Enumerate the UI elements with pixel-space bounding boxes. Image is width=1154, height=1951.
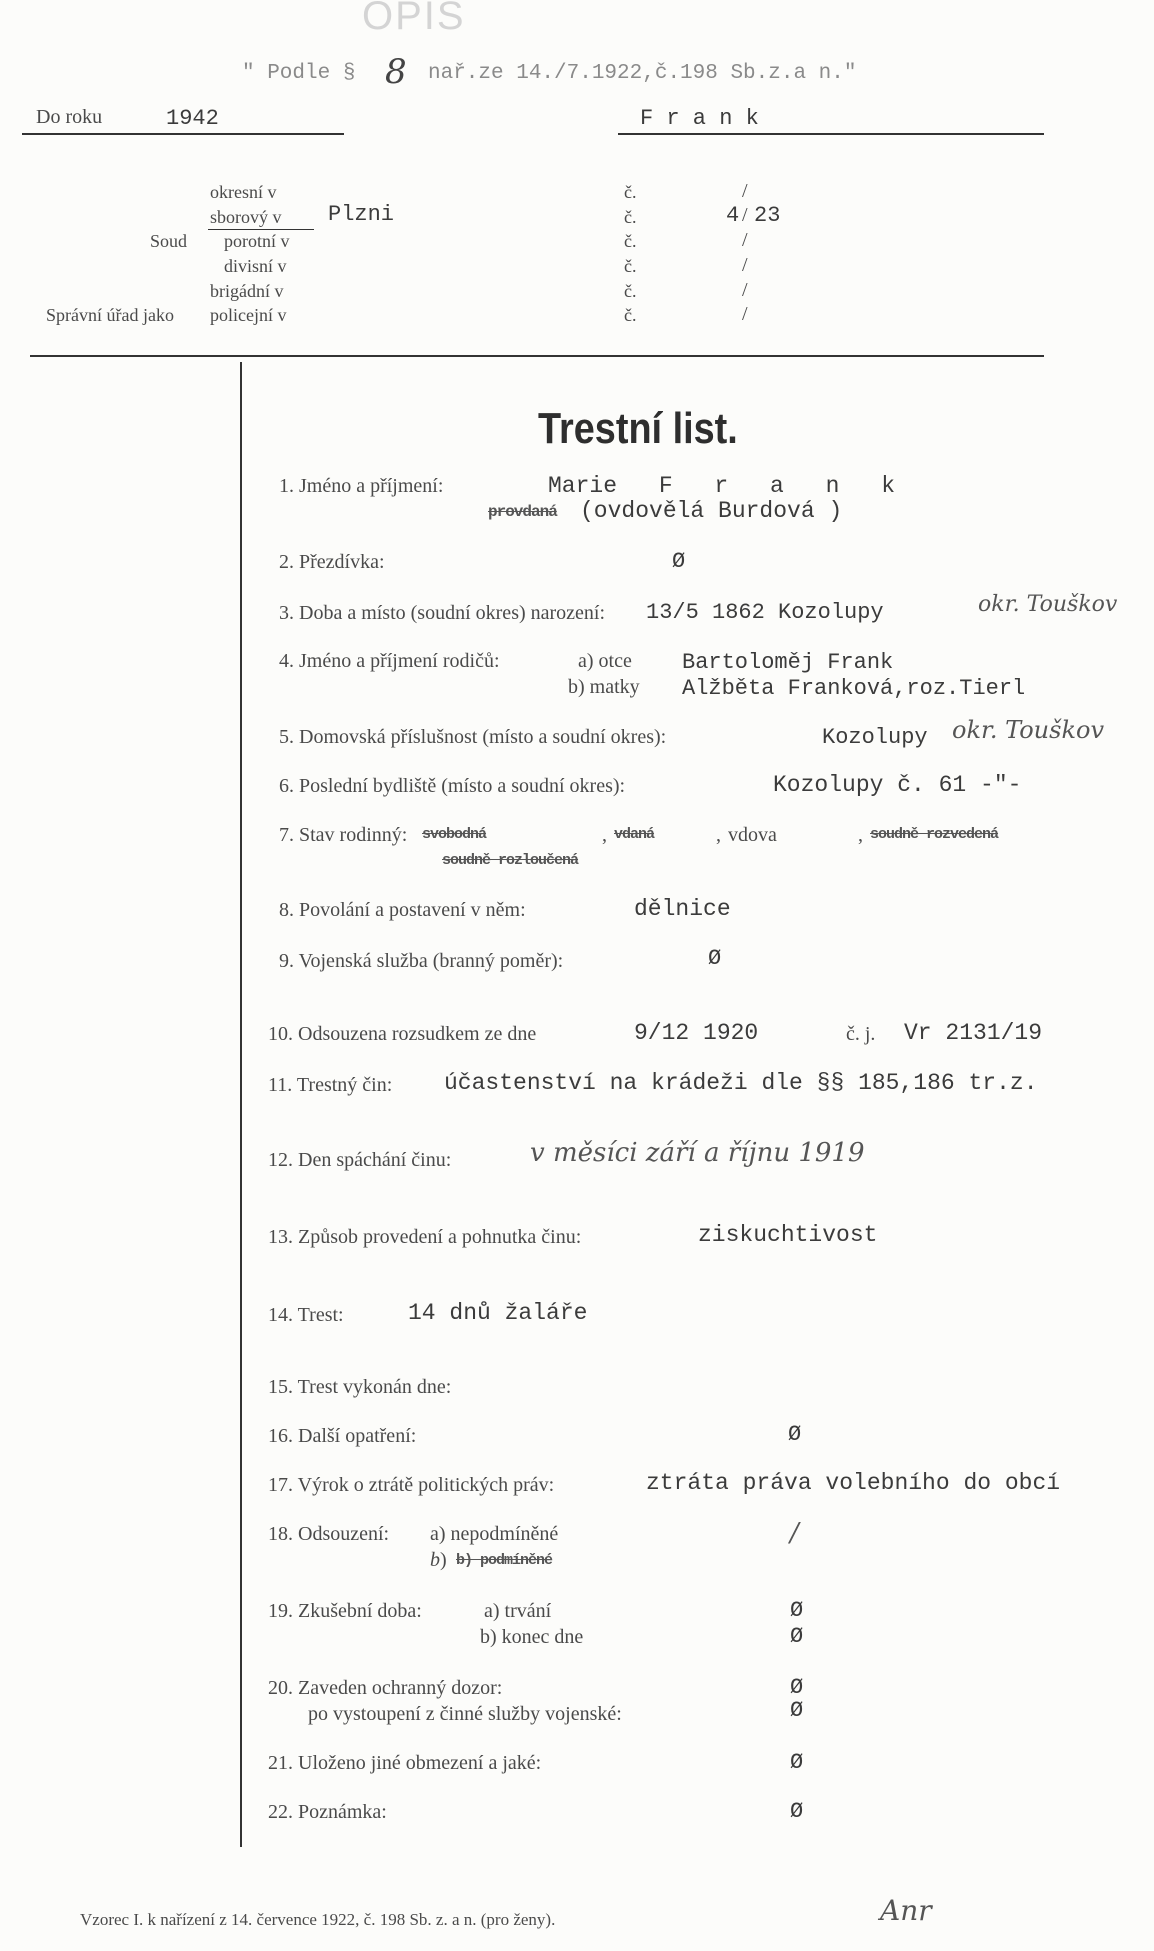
field-7-vdova: vdova	[728, 824, 777, 846]
field-19b-value: Ø	[790, 1624, 804, 1649]
court-slash: /	[742, 229, 748, 251]
court-year: 23	[754, 203, 781, 228]
field-18b-struck: b) podmíněné	[456, 1552, 553, 1569]
field-6-label: 6. Poslední bydliště (místo a soudní okres):	[279, 775, 626, 797]
field-4a-label: a) otce	[578, 650, 632, 672]
field-19-label: 19. Zkušební doba:	[268, 1600, 422, 1622]
court-row-type: brigádní v	[210, 281, 284, 301]
field-4-label: 4. Jméno a příjmení rodičů:	[279, 650, 500, 672]
field-15-label: 15. Trest vykonán dne:	[268, 1376, 452, 1398]
field-11-label: 11. Trestný čin:	[268, 1074, 393, 1096]
court-spravni-label: Správní úřad jako	[46, 305, 174, 325]
field-21-value: Ø	[790, 1750, 804, 1775]
field-19a-label: a) trvání	[484, 1600, 552, 1622]
court-c-label: č.	[624, 231, 637, 251]
field-7-struck-2: vdaná	[614, 826, 655, 843]
sborovy-underline	[208, 229, 314, 230]
field-1-value: Marie F r a n k	[548, 473, 896, 499]
top-frame-rule	[30, 355, 1044, 357]
field-1-struck: provdaná	[488, 503, 557, 521]
field-6-value: Kozolupy č. 61 -"-	[773, 772, 1022, 798]
field-10-label: 10. Odsouzena rozsudkem ze dne	[268, 1023, 537, 1045]
field-17-label: 17. Výrok o ztrátě politických práv:	[268, 1474, 555, 1496]
court-slash: /	[742, 254, 748, 276]
law-reference-b: nař.ze 14./7.1922,č.198 Sb.z.a n."	[428, 62, 857, 85]
header-underline-right	[618, 133, 1044, 135]
field-14-label: 14. Trest:	[268, 1304, 344, 1326]
field-4b-value: Alžběta Franková,roz.Tierl	[682, 676, 1026, 701]
court-c-label: č.	[624, 281, 637, 301]
field-20-label-2: po vystoupení z činné služby vojenské:	[308, 1703, 622, 1725]
court-c-label: č.	[624, 256, 637, 276]
court-slash: /	[742, 180, 748, 202]
field-7-comma-2: ,	[716, 824, 721, 846]
opis-stamp: OPIS	[362, 0, 466, 38]
court-row-type: policejní v	[210, 305, 287, 325]
left-frame-rule	[240, 362, 242, 1847]
field-20-label: 20. Zaveden ochranný dozor:	[268, 1677, 503, 1699]
footer-signature: Anr	[880, 1894, 932, 1927]
field-20-value-1: Ø	[790, 1675, 804, 1700]
field-3-label: 3. Doba a místo (soudní okres) narození:	[279, 602, 606, 624]
field-10-value: 9/12 1920	[634, 1020, 759, 1046]
year-value: 1942	[166, 106, 219, 131]
field-13-value: ziskuchtivost	[698, 1222, 878, 1248]
field-18a-label: a) nepodmíněné	[430, 1523, 559, 1545]
field-12-label: 12. Den spáchání činu:	[268, 1149, 452, 1171]
document-title: Trestní list.	[538, 404, 738, 453]
field-7-struck-4: soudně rozloučená	[442, 852, 579, 869]
field-7-label: 7. Stav rodinný:	[279, 824, 408, 846]
field-19b-label: b) konec dne	[480, 1626, 584, 1648]
surname-header: F r a n k	[640, 106, 759, 131]
law-reference-number: 8	[385, 52, 407, 92]
court-slash: /	[742, 204, 748, 226]
field-10-cj-value: Vr 2131/19	[904, 1020, 1043, 1046]
law-reference-a: " Podle §	[242, 62, 356, 85]
field-8-label: 8. Povolání a postavení v něm:	[279, 899, 526, 921]
court-slash: /	[742, 303, 748, 325]
field-8-value: dělnice	[634, 896, 731, 922]
court-row-type: porotní v	[224, 231, 290, 251]
field-2-label: 2. Přezdívka:	[279, 551, 385, 573]
court-row-type: okresní v	[210, 182, 277, 202]
field-10-cj-label: č. j.	[846, 1023, 876, 1045]
field-22-value: Ø	[790, 1799, 804, 1824]
field-7-struck-3: soudně rozvedená	[870, 826, 999, 843]
court-row-type: divisní v	[224, 256, 287, 276]
field-21-label: 21. Uloženo jiné obmezení a jaké:	[268, 1752, 542, 1774]
field-3-value: 13/5 1862 Kozolupy	[646, 600, 884, 625]
court-soud-label: Soud	[150, 231, 188, 251]
field-5-handwriting: okr. Touškov	[952, 716, 1105, 744]
field-16-label: 16. Další opatření:	[268, 1425, 417, 1447]
field-9-label: 9. Vojenská služba (branný poměr):	[279, 950, 564, 972]
field-18b-label-prefix: b)	[430, 1549, 447, 1571]
court-c-label: č.	[624, 305, 637, 325]
field-20-value-2: Ø	[790, 1698, 804, 1723]
field-13-label: 13. Způsob provedení a pohnutka činu:	[268, 1226, 582, 1248]
field-18a-value: /	[790, 1518, 799, 1548]
field-4b-label: b) matky	[568, 676, 640, 698]
field-5-value: Kozolupy	[822, 725, 928, 750]
field-9-value: Ø	[708, 946, 722, 971]
court-number: 4	[726, 203, 740, 228]
field-22-label: 22. Poznámka:	[268, 1801, 387, 1823]
field-3-handwriting: okr. Touškov	[978, 592, 1118, 617]
court-c-label: č.	[624, 182, 637, 202]
court-row-type: sborový v	[210, 207, 282, 227]
do-roku-label: Do roku	[36, 106, 103, 128]
field-11-value: účastenství na krádeži dle §§ 185,186 tr.z.	[444, 1070, 1038, 1096]
field-19a-value: Ø	[790, 1598, 804, 1623]
field-1-label: 1. Jméno a příjmení:	[279, 475, 444, 497]
field-7-struck-1: svobodná	[422, 826, 487, 843]
field-14-value: 14 dnů žaláře	[408, 1300, 588, 1326]
field-17-value: ztráta práva volebního do obcí	[646, 1470, 1061, 1496]
field-4a-value: Bartoloměj Frank	[682, 650, 894, 675]
field-16-value: Ø	[788, 1422, 802, 1447]
court-place: Plzni	[328, 202, 395, 227]
field-5-label: 5. Domovská příslušnost (místo a soudní okres):	[279, 726, 667, 748]
field-7-comma-3: ,	[858, 824, 863, 846]
court-slash: /	[742, 279, 748, 301]
field-18-label: 18. Odsouzení:	[268, 1523, 390, 1545]
footer-form-note: Vzorec I. k nařízení z 14. července 1922, č. 198 Sb. z. a n. (pro ženy).	[80, 1910, 556, 1929]
field-7-comma-1: ,	[602, 824, 607, 846]
field-12-handwriting: v měsíci září a říjnu 1919	[530, 1138, 865, 1168]
field-1-value-2: (ovdovělá Burdová )	[580, 498, 843, 524]
court-c-label: č.	[624, 207, 637, 227]
header-underline-left	[22, 133, 344, 135]
field-2-value: Ø	[672, 549, 686, 574]
